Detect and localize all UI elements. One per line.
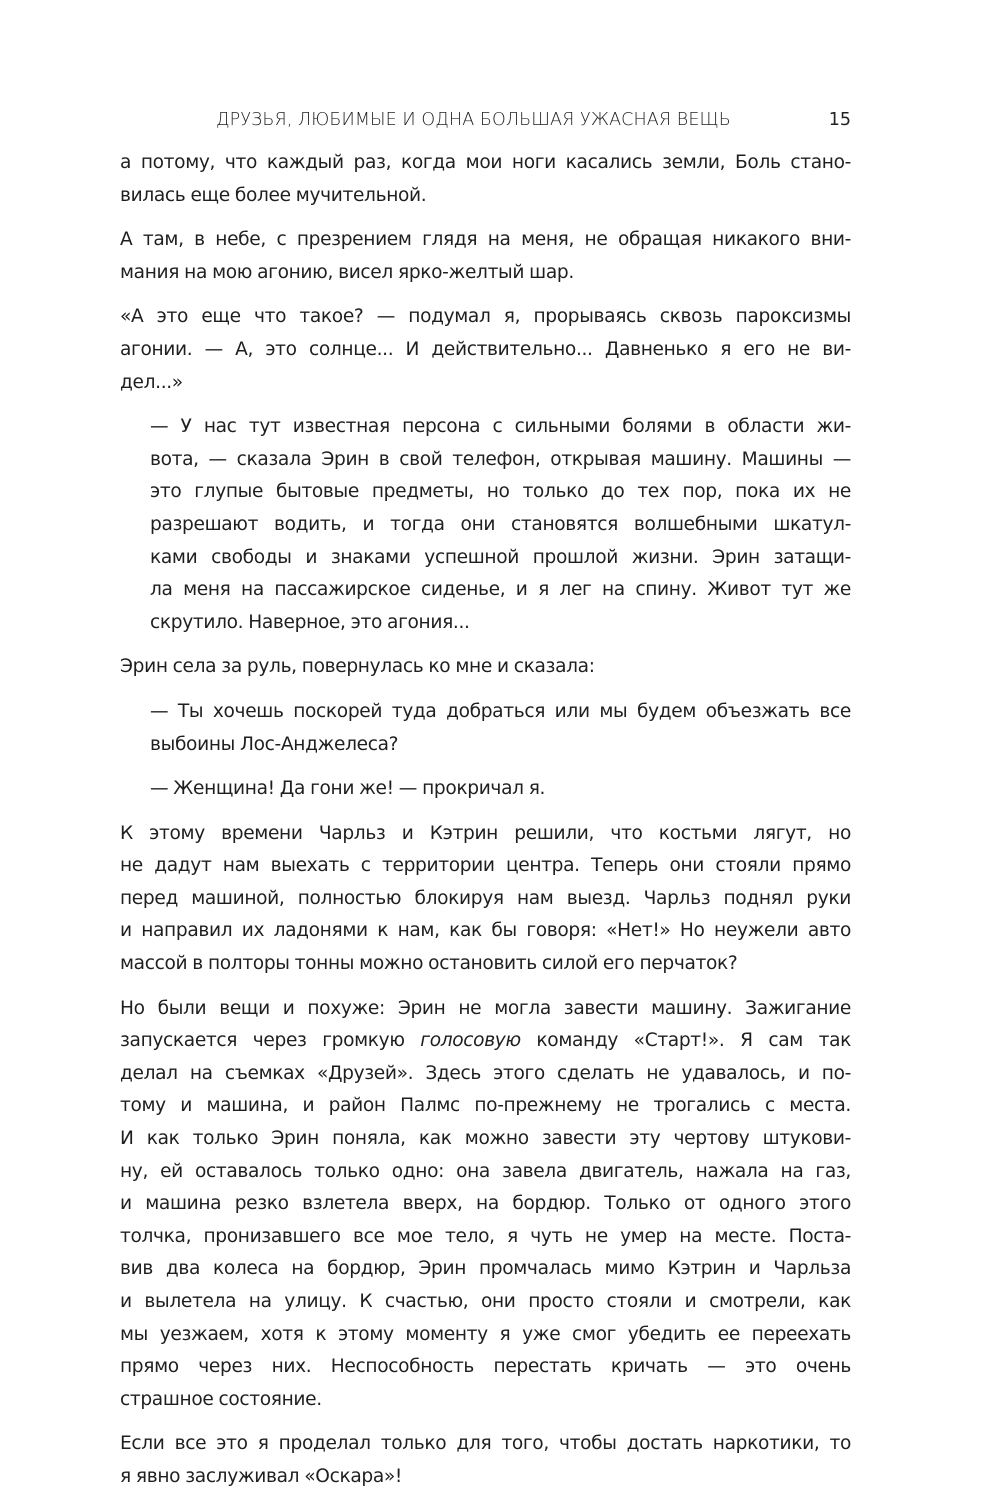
text-line: перед машиной, полностью блокируя нам выезд. Чарльз поднял руки: [120, 887, 851, 909]
text-line: толчка, пронизавшего все мое тело, я чуть не умер на месте. Поста-: [120, 1225, 851, 1247]
text-run: команду «Старт!». Я сам так: [520, 1030, 851, 1052]
text-line: делал на съемках «Друзей». Здесь этого сделать не удавалось, и по-: [120, 1062, 851, 1084]
text-line: К этому времени Чарльз и Кэтрин решили, что костьми лягут, но: [120, 822, 851, 844]
text-line: — У нас тут известная персона с сильными болями в области жи-: [150, 416, 851, 438]
text-line: страшное состояние.: [120, 1388, 322, 1410]
text-line: это глупые бытовые предметы, но только до тех пор, пока их не: [150, 481, 851, 503]
text-line: ну, ей оставалось только одно: она завела двигатель, нажала на газ,: [120, 1160, 851, 1182]
text-line: тому и машина, и район Палмс по-прежнему не трогались с места.: [120, 1095, 851, 1117]
text-line: и машина резко взлетела вверх, на бордюр. Только от одного этого: [120, 1193, 851, 1215]
text-line: разрешают водить, и тогда они становятся волшебными шкатул-: [150, 513, 851, 535]
text-line: дел...»: [120, 371, 183, 393]
text-run: запускается через громкую: [120, 1030, 421, 1052]
text-line: массой в полторы тонны можно остановить силой его перчаток?: [120, 953, 738, 975]
text-line: [120, 1025, 851, 1058]
paragraph: [120, 301, 851, 399]
text-line: И как только Эрин поняла, как можно завести эту чертову штукови-: [120, 1128, 851, 1150]
text-line: я явно заслуживал «Оскара»!: [120, 1465, 402, 1487]
body-text: [120, 147, 851, 1506]
paragraph: [120, 993, 851, 1417]
text-line: скрутило. Наверное, это агония...: [150, 611, 470, 633]
text-line: ками свободы и знаками успешной прошлой жизни. Эрин затащи-: [150, 546, 851, 568]
text-line: выбоины Лос-Анджелеса?: [150, 733, 399, 755]
running-title: ДРУЗЬЯ, ЛЮБИМЫЕ И ОДНА БОЛЬШАЯ УЖАСНАЯ ВЕЩЬ: [216, 110, 731, 130]
text-line: мания на мою агонию, висел ярко-желтый шар.: [120, 261, 574, 283]
text-line: А там, в небе, с презрением глядя на меня, не обращая никакого вни-: [120, 229, 851, 251]
text-line: вив два колеса на бордюр, Эрин промчалась мимо Кэтрин и Чарльза: [120, 1258, 851, 1280]
text-line: Но были вещи и похуже: Эрин не могла завести машину. Зажигание: [120, 997, 851, 1019]
paragraph: [120, 1428, 851, 1493]
text-line: прямо через них. Неспособность перестать кричать — это очень: [120, 1356, 851, 1378]
dialogue-paragraph: [120, 696, 851, 761]
text-line: мы уезжаем, хотя к этому моменту я уже смог убедить ее переехать: [120, 1323, 851, 1345]
text-line: Если все это я проделал только для того, чтобы достать наркотики, то: [120, 1433, 851, 1455]
text-line: и вылетела на улицу. К счастью, они просто стояли и смотрели, как: [120, 1291, 851, 1312]
page-number: 15: [828, 110, 851, 130]
paragraph: [120, 818, 851, 981]
text-line: ла меня на пассажирское сиденье, и я лег на спину. Живот тут же: [150, 579, 851, 601]
italic-emphasis: голосовую: [420, 1030, 521, 1052]
text-line: — Женщина! Да гони же! — прокричал я.: [150, 778, 546, 800]
paragraph: [120, 651, 851, 684]
text-line: Эрин села за руль, повернулась ко мне и сказала:: [120, 656, 595, 678]
text-line: вилась еще более мучительной.: [120, 184, 427, 206]
text-line: «А это еще что такое? — подумал я, прорываясь сквозь пароксизмы: [120, 306, 851, 328]
running-head: [120, 110, 851, 136]
text-line: а потому, что каждый раз, когда мои ноги касались земли, Боль стано-: [120, 152, 851, 173]
text-line: вота, — сказала Эрин в свой телефон, открывая машину. Машины —: [150, 448, 851, 470]
paragraph: [120, 147, 851, 212]
paragraph: [120, 224, 851, 289]
dialogue-paragraph: [120, 411, 851, 639]
text-line: не дадут нам выехать с территории центра. Теперь они стояли прямо: [120, 855, 851, 877]
text-line: агонии. — А, это солнце... И действительно... Давненько я его не ви-: [120, 338, 851, 360]
text-line: — Ты хочешь поскорей туда добраться или мы будем объезжать все: [150, 700, 851, 722]
text-line: и направил их ладонями к нам, как бы говоря: «Нет!» Но неужели авто: [120, 920, 851, 942]
dialogue-paragraph: [120, 773, 851, 806]
